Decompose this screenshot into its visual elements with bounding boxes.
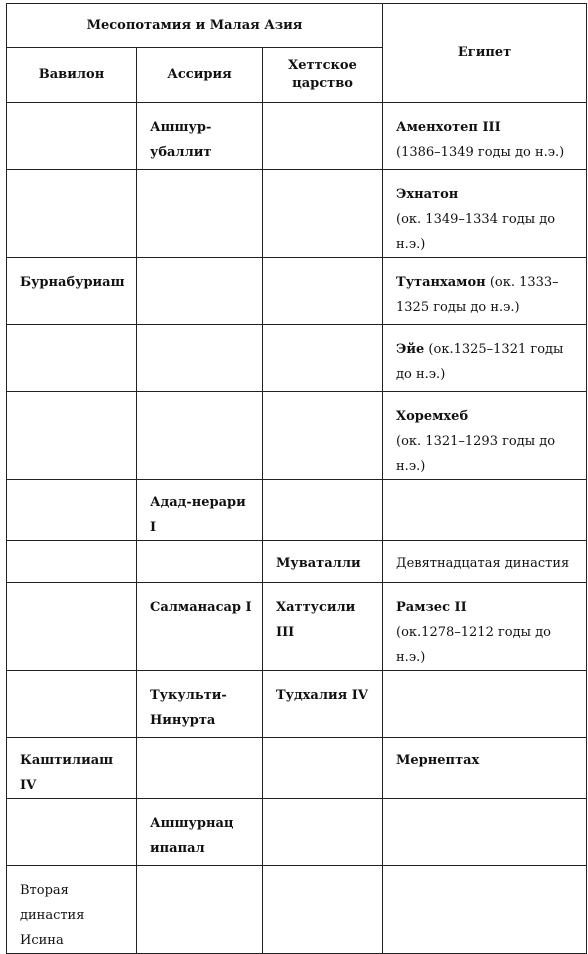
cell-babylon	[7, 541, 137, 583]
header-egypt: Египет	[383, 4, 587, 103]
cell-assyria: Адад-нерари I	[137, 480, 263, 541]
cell-babylon	[7, 583, 137, 671]
cell-assyria: Ашшур-убаллит	[137, 103, 263, 170]
header-assyria: Ассирия	[137, 48, 263, 103]
cell-assyria	[137, 392, 263, 480]
cell-hittite: Хаттусили III	[263, 583, 383, 671]
cell-babylon	[7, 325, 137, 392]
table-row	[7, 541, 587, 583]
cell-hittite: Тудхалия IV	[263, 671, 383, 738]
cell-hittite	[263, 258, 383, 325]
cell-egypt: Эхнатон (ок. 1349–1334 годы до н.э.)	[383, 170, 587, 258]
cell-hittite	[263, 170, 383, 258]
table-row	[7, 480, 587, 541]
cell-babylon	[7, 480, 137, 541]
cell-egypt: Мернептах	[383, 738, 587, 799]
cell-assyria: Ашшурнаципапал	[137, 799, 263, 866]
cell-babylon	[7, 170, 137, 258]
table-row	[7, 170, 587, 258]
cell-egypt	[383, 799, 587, 866]
cell-assyria: Тукульти-Нинурта	[137, 671, 263, 738]
cell-assyria	[137, 738, 263, 799]
cell-assyria: Салманасар I	[137, 583, 263, 671]
table-row	[7, 392, 587, 480]
cell-hittite: Муваталли	[263, 541, 383, 583]
cell-babylon	[7, 799, 137, 866]
cell-hittite	[263, 480, 383, 541]
header-mesopotamia-asia-minor: Месопотамия и Малая Азия	[7, 4, 383, 48]
table-row	[7, 799, 587, 866]
header-babylon: Вавилон	[7, 48, 137, 103]
chronology-table	[6, 3, 587, 954]
table-row	[7, 671, 587, 738]
table-row	[7, 866, 587, 954]
cell-hittite	[263, 392, 383, 480]
table-row	[7, 103, 587, 170]
cell-hittite	[263, 325, 383, 392]
cell-egypt	[383, 866, 587, 954]
cell-hittite	[263, 866, 383, 954]
cell-egypt: Аменхотеп III (1386–1349 годы до н.э.)	[383, 103, 587, 170]
cell-hittite	[263, 103, 383, 170]
cell-babylon: Вторая династия Исина	[7, 866, 137, 954]
cell-babylon	[7, 103, 137, 170]
table-row	[7, 325, 587, 392]
cell-egypt: Рамзес II (ок.1278–1212 годы до н.э.)	[383, 583, 587, 671]
table-row	[7, 258, 587, 325]
cell-assyria	[137, 541, 263, 583]
cell-babylon	[7, 671, 137, 738]
cell-hittite	[263, 799, 383, 866]
cell-egypt	[383, 480, 587, 541]
cell-assyria	[137, 866, 263, 954]
cell-egypt: Девятнадцатая династия	[383, 541, 587, 583]
cell-assyria	[137, 258, 263, 325]
cell-egypt: Эйе (ок.1325–1321 годы до н.э.)	[383, 325, 587, 392]
cell-hittite	[263, 738, 383, 799]
cell-egypt	[383, 671, 587, 738]
table-row	[7, 738, 587, 799]
cell-babylon: Бурнабуриаш	[7, 258, 137, 325]
cell-assyria	[137, 170, 263, 258]
cell-egypt: Хоремхеб (ок. 1321–1293 годы до н.э.)	[383, 392, 587, 480]
cell-babylon: Каштилиаш IV	[7, 738, 137, 799]
cell-egypt: Тутанхамон (ок. 1333–1325 годы до н.э.)	[383, 258, 587, 325]
table-row	[7, 583, 587, 671]
cell-assyria	[137, 325, 263, 392]
header-hittite: Хеттское царство	[263, 48, 383, 103]
cell-babylon	[7, 392, 137, 480]
